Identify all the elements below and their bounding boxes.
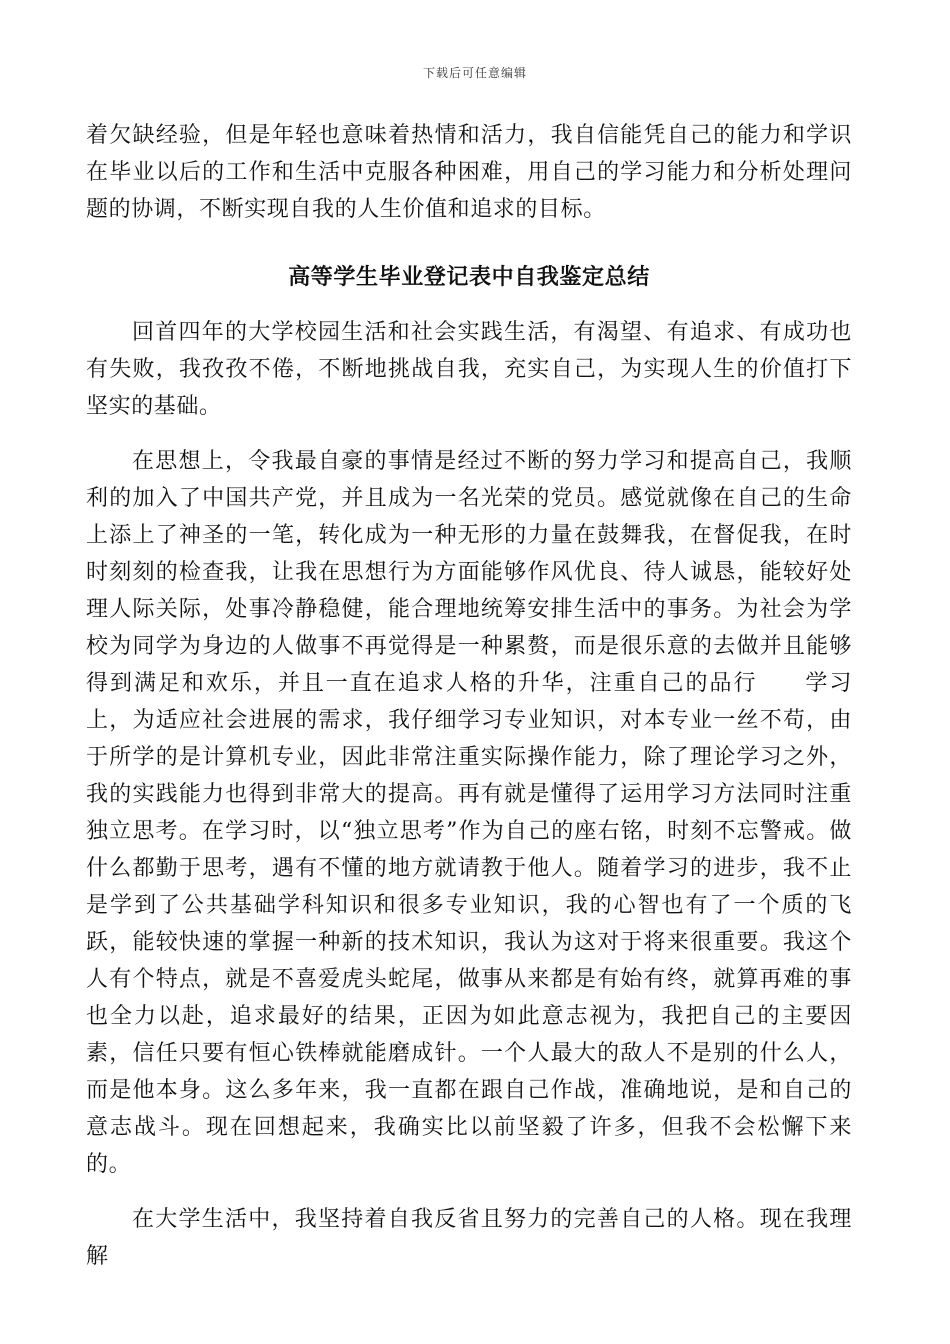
- intro-paragraph: 着欠缺经验，但是年轻也意味着热情和活力，我自信能凭自己的能力和学识在毕业以后的工作和生活中克服各种困难，用自己的学习能力和分析处理问题的协调，不断实现自我的人生价值和追求的目标。: [86, 123, 852, 222]
- page-header-note: 下载后可任意编辑: [422, 66, 527, 80]
- paragraph-university-life: 在大学生活中，我坚持着自我反省且努力的完善自己的人格。现在我理解: [86, 1207, 852, 1269]
- document-body: [86, 117, 852, 1275]
- section-title: 高等学生毕业登记表中自我鉴定总结: [288, 264, 650, 290]
- paragraph-thought-and-study: 在思想上，令我最自豪的事情是经过不断的努力学习和提高自己，我顺利的加入了中国共产党，并且成为一名光荣的党员。感觉就像在自己的生命上添上了神圣的一笔，转化成为一种无形的力量在鼓舞我，在督促我，在时时刻刻的检查我，让我在思想行为方面能够作风优良、待人诚恳，能较好处理人际关际，处事冷静稳健，能合理地统筹安排生活中的事务。为社会为学校为同学为身边的人做事不再觉得是一种累赘，而是很乐意的去做并且能够得到满足和欢乐，并且一直在追求人格的升华，注重自己的品行 学习上，为适应社会进展的需求，我仔细学习专业知识，对本专业一丝不苟，由于所学的是计算机专业，因此非常注重实际操作能力，除了理论学习之外，我的实践能力也得到非常大的提高。再有就是懂得了运用学习方法同时注重独立思考。在学习时，以“独立思考”作为自己的座右铭，时刻不忘警戒。做什么都勤于思考，遇有不懂的地方就请教于他人。随着学习的进步，我不止是学到了公共基础学科知识和很多专业知识，我的心智也有了一个质的飞跃，能较快速的掌握一种新的技术知识，我认为这对于将来很重要。我这个人有个特点，就是不喜爱虎头蛇尾，做事从来都是有始有终，就算再难的事也全力以赴，追求最好的结果，正因为如此意志视为，我把自己的主要因素，信任只要有恒心铁棒就能磨成针。一个人最大的敌人不是别的什么人，而是他本身。这么多年来，我一直都在跟自己作战，准确地说，是和自己的意志战斗。现在回想起来，我确实比以前坚毅了许多，但我不会松懈下来的。: [86, 449, 852, 1177]
- paragraph-review: 回首四年的大学校园生活和社会实践生活，有渴望、有追求、有成功也有失败，我孜孜不倦，不断地挑战自我，充实自己，为实现人生的价值打下坚实的基础。: [86, 320, 852, 419]
